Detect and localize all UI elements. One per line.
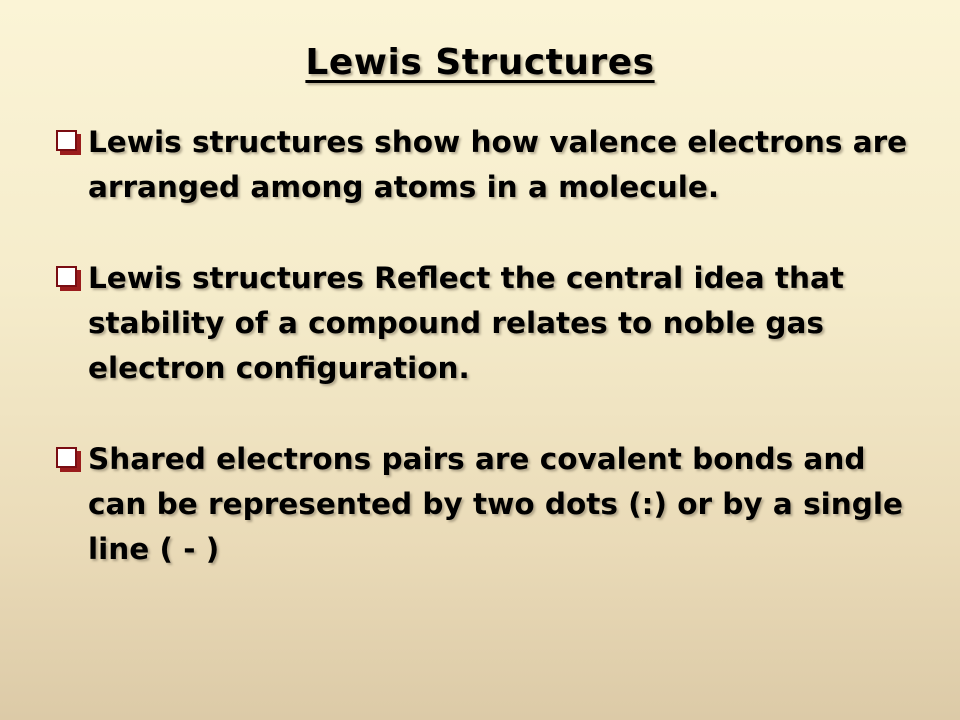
square-bullet-icon: [56, 130, 77, 151]
bullet-item-3: [56, 437, 916, 572]
bullet-item-1: [56, 120, 916, 210]
bullet-item-2: [56, 256, 916, 391]
square-bullet-icon: [56, 447, 77, 468]
slide-title: Lewis Structures: [305, 42, 655, 83]
bullet-list: [56, 120, 916, 618]
square-bullet-icon: [56, 266, 77, 287]
bullet-text-3: Shared electrons pairs are covalent bonds and can be represented by two dots (:) or by a single line ( - ): [88, 442, 903, 566]
bullet-text-2: Lewis structures Reflect the central idea that stability of a compound relates to noble gas electron configuration.: [88, 261, 844, 385]
bullet-text-1: Lewis structures show how valence electrons are arranged among atoms in a molecule.: [88, 125, 908, 204]
